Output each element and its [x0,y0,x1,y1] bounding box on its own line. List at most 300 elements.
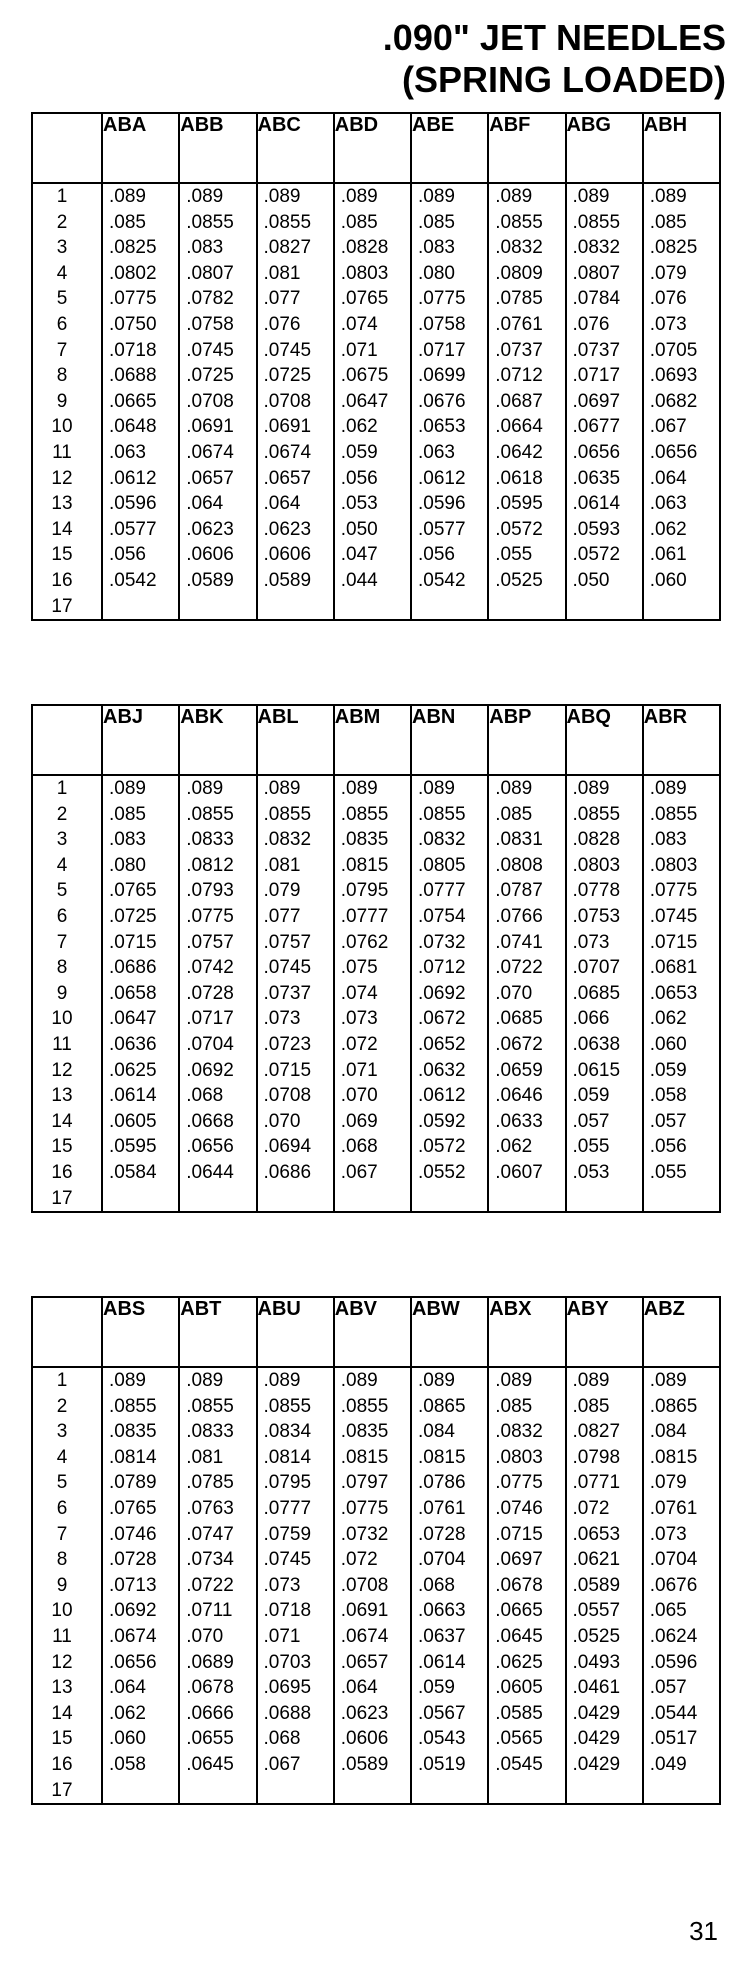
needle-size-value: .0775 [186,905,234,927]
needle-size-value: .0832 [418,829,466,851]
needle-size-value: .0704 [649,1549,698,1571]
column-header: ABA [102,113,179,183]
needle-size-value: .068 [418,1574,455,1596]
needle-size-value: .073 [263,1574,301,1596]
needle-size-value: .0645 [186,1753,234,1775]
needle-size-value: .0745 [649,905,698,927]
row-number: 9 [56,390,68,412]
needle-size-value: .0677 [572,416,621,438]
needle-size-value: .089 [340,186,378,207]
needle-size-value: .0803 [649,854,698,876]
needle-size-value: .0765 [340,288,389,310]
needle-size-value: .0745 [186,339,234,361]
needle-size-value: .068 [340,1136,378,1158]
needle-size-value: .0595 [109,1136,157,1158]
needle-size-value: .089 [649,778,687,799]
needle-size-value: .0543 [418,1728,466,1750]
needle-size-value: .057 [649,1677,687,1699]
needle-size-value: .0542 [418,569,466,591]
needle-size-value: .0855 [572,211,621,233]
needle-size-value: .049 [649,1753,687,1775]
needle-size-value: .089 [649,186,687,207]
needle-size-value: .0793 [186,880,234,902]
row-number: 12 [51,1059,73,1081]
needle-size-value: .0691 [340,1600,389,1622]
needle-size-value: .0692 [186,1059,234,1081]
row-number-column [32,775,102,1212]
needle-size-value: .0657 [263,467,312,489]
row-number: 8 [56,957,68,979]
column-header: ABV [334,1297,411,1367]
needle-size-value: .0691 [186,416,234,438]
header-corner-cell [32,113,102,183]
needle-size-value: .0595 [495,493,543,515]
table-body-row [32,775,720,1212]
needle-size-value: .069 [340,1110,378,1132]
needle-size-value: .0815 [418,1446,466,1468]
needle-size-value: .0695 [263,1677,312,1699]
table-header-row [32,1297,720,1367]
needle-size-value: .083 [109,829,146,851]
needle-size-value: .0708 [340,1574,389,1596]
needle-size-value: .0614 [572,493,621,515]
needle-size-value: .0596 [109,493,157,515]
needle-size-value: .070 [186,1625,224,1647]
column-header: ABU [257,1297,334,1367]
needle-size-value: .089 [340,1370,378,1391]
needle-size-value: .0795 [263,1472,312,1494]
needle-size-value: .0567 [418,1702,466,1724]
value-column [488,183,565,620]
needle-size-value: .0814 [109,1446,157,1468]
needle-size-value: .0803 [340,262,389,284]
row-number: 7 [56,1523,68,1545]
row-number: 10 [51,1600,73,1622]
needle-size-value: .0687 [495,390,543,412]
needle-size-value: .083 [418,237,455,259]
needle-size-value: .0612 [418,467,466,489]
needle-size-value: .0865 [649,1395,698,1417]
needle-size-value: .0725 [109,905,157,927]
needle-size-value: .0688 [263,1702,312,1724]
needle-size-value: .0663 [418,1600,466,1622]
needle-size-value: .0647 [340,390,389,412]
needle-size-value: .081 [186,1446,224,1468]
needle-size-value: .0757 [263,931,312,953]
value-column [643,183,720,620]
needle-size-value: .0623 [340,1702,389,1724]
needle-size-value: .0809 [495,262,543,284]
column-header: ABG [566,113,643,183]
row-number: 16 [51,1161,73,1183]
needle-size-value: .0828 [340,237,389,259]
row-number: 16 [51,1753,73,1775]
needle-size-value: .089 [495,778,533,799]
needle-size-value: .0763 [186,1497,234,1519]
needle-size-value: .058 [109,1753,146,1775]
needle-size-value: .0728 [186,982,234,1004]
needle-size-value: .0606 [263,544,312,566]
column-header: ABK [179,705,256,775]
row-number: 8 [56,365,68,387]
needle-size-value: .0614 [418,1651,466,1673]
row-number: 5 [56,288,68,310]
needle-size-value: .0855 [649,803,698,825]
needle-size-value: .072 [340,1033,378,1055]
needle-size-value: .0642 [495,441,543,463]
needle-size-value: .079 [649,262,687,284]
needle-size-value: .0715 [263,1059,312,1081]
row-number: 5 [56,880,68,902]
needle-size-value: .085 [109,803,146,825]
needle-size-value: .0741 [495,931,543,953]
needle-size-value: .073 [340,1008,378,1030]
needle-size-value: .061 [649,544,687,566]
needle-size-value: .072 [572,1497,610,1519]
needle-size-value: .0589 [186,569,234,591]
value-column [411,183,488,620]
needle-size-value: .0787 [495,880,543,902]
needle-size-value: .0605 [109,1110,157,1132]
needle-size-value: .089 [418,1370,455,1391]
needle-size-value: .0577 [418,518,466,540]
needle-size-value: .072 [340,1549,378,1571]
needle-size-value: .0596 [649,1651,698,1673]
needle-size-value: .0697 [495,1549,543,1571]
needle-size-value: .077 [263,905,301,927]
needle-size-value: .0676 [649,1574,698,1596]
row-number: 17 [51,1187,73,1209]
needle-size-value: .0775 [495,1472,543,1494]
needle-size-value: .0612 [109,467,157,489]
needle-size-value: .0623 [186,518,234,540]
row-number: 7 [56,339,68,361]
needle-size-value: .047 [340,544,378,566]
needle-size-value: .073 [649,313,687,335]
value-column [334,775,411,1212]
needle-size-value: .0707 [572,957,621,979]
needle-size-value: .0750 [109,313,157,335]
row-number: 14 [51,1702,73,1724]
needle-size-value: .064 [340,1677,378,1699]
column-header: ABR [643,705,720,775]
needle-size-value: .062 [340,416,378,438]
needle-size-value: .085 [418,211,455,233]
needle-size-value: .0737 [572,339,621,361]
needle-size-value: .0771 [572,1472,621,1494]
needle-size-value: .0775 [340,1497,389,1519]
needle-size-value: .062 [649,518,687,540]
needle-size-value: .0865 [418,1395,466,1417]
needle-size-value: .0758 [186,313,234,335]
needle-size-value: .075 [340,957,378,979]
value-column [257,1367,334,1804]
needle-size-value: .0725 [263,365,312,387]
needle-size-value: .0637 [418,1625,466,1647]
needle-size-value: .0759 [263,1523,312,1545]
row-number: 3 [56,1421,68,1443]
needle-size-value: .085 [572,1395,610,1417]
table-header-row [32,705,720,775]
page-number: 31 [689,1916,718,1946]
column-header: ABH [643,113,720,183]
column-header: ABS [102,1297,179,1367]
needle-size-value: .084 [649,1421,687,1443]
needle-size-value: .0647 [109,1008,157,1030]
row-number: 15 [51,1728,73,1750]
row-number: 12 [51,467,73,489]
needle-size-value: .062 [649,1008,687,1030]
needle-size-value: .0833 [186,1421,234,1443]
column-header: ABY [566,1297,643,1367]
needle-size-value: .0614 [109,1085,157,1107]
row-number: 4 [56,1446,68,1468]
needle-size-value: .089 [263,186,301,207]
value-column [643,775,720,1212]
needle-size-value: .0825 [649,237,698,259]
needle-size-value: .0832 [572,237,621,259]
needle-size-value: .0708 [186,390,234,412]
needle-size-value: .0754 [418,905,466,927]
needle-size-value: .0652 [418,1033,466,1055]
value-column [334,1367,411,1804]
needle-size-value: .0674 [186,441,234,463]
row-number: 13 [51,1085,73,1107]
row-number-column [32,1367,102,1804]
needle-size-value: .070 [495,982,533,1004]
needle-size-value: .0585 [495,1702,543,1724]
needle-size-value: .0704 [186,1033,234,1055]
needle-size-value: .0761 [418,1497,466,1519]
row-number: 17 [51,1779,73,1801]
needle-size-value: .0855 [340,1395,389,1417]
needle-size-value: .0644 [186,1161,234,1183]
needle-size-value: .0746 [495,1497,543,1519]
needle-size-value: .0786 [418,1472,466,1494]
needle-size-value: .0855 [186,1395,234,1417]
needle-size-value: .0688 [109,365,157,387]
column-header: ABE [411,113,488,183]
needle-size-value: .0572 [418,1136,466,1158]
needle-size-value: .081 [263,262,301,284]
row-number: 1 [56,778,68,799]
row-number: 13 [51,1677,73,1699]
needle-size-value: .0542 [109,569,157,591]
needle-size-value: .055 [649,1161,687,1183]
needle-size-value: .0734 [186,1549,234,1571]
needle-size-value: .0782 [186,288,234,310]
needle-size-value: .0705 [649,339,698,361]
needle-size-value: .0646 [495,1085,543,1107]
needle-size-value: .0606 [186,544,234,566]
column-header: ABD [334,113,411,183]
needle-size-value: .0596 [418,493,466,515]
row-number: 5 [56,1472,68,1494]
needle-size-value: .089 [263,778,301,799]
row-number: 8 [56,1549,68,1571]
needle-size-value: .079 [649,1472,687,1494]
needle-size-value: .0855 [572,803,621,825]
needle-size-value: .0656 [109,1651,157,1673]
value-column [257,183,334,620]
row-number: 17 [51,595,73,617]
needle-size-value: .0835 [340,829,389,851]
row-number: 9 [56,982,68,1004]
needle-size-value: .0742 [186,957,234,979]
needle-size-value: .074 [340,313,378,335]
needle-size-value: .056 [340,467,378,489]
needle-size-value: .0685 [572,982,621,1004]
needle-size-value: .0832 [263,829,312,851]
value-column [411,1367,488,1804]
needle-size-value: .0737 [495,339,543,361]
needle-size-value: .050 [572,569,610,591]
needle-size-value: .0789 [109,1472,157,1494]
row-number: 13 [51,493,73,515]
needle-size-value: .0775 [649,880,698,902]
needle-size-value: .0766 [495,905,543,927]
needle-size-value: .0615 [572,1059,621,1081]
needle-size-value: .073 [649,1523,687,1545]
needle-size-value: .089 [263,1370,301,1391]
column-header: ABP [488,705,565,775]
page-title-line-1: .090" JET NEEDLES [382,17,726,58]
needle-size-value: .056 [109,544,146,566]
needle-size-value: .0685 [495,1008,543,1030]
needle-size-value: .067 [340,1161,378,1183]
needle-size-value: .0814 [263,1446,312,1468]
needle-size-value: .089 [572,186,610,207]
needle-size-value: .0855 [263,1395,312,1417]
needle-size-value: .053 [340,493,378,515]
needle-size-value: .089 [186,778,224,799]
needle-size-value: .059 [572,1085,610,1107]
needle-size-value: .0653 [649,982,698,1004]
needle-size-value: .0577 [109,518,157,540]
needle-size-value: .0589 [263,569,312,591]
needle-size-value: .0625 [495,1651,543,1673]
needle-size-value: .0765 [109,880,157,902]
needle-size-value: .083 [649,829,687,851]
needle-size-value: .0657 [340,1651,389,1673]
page-title-line-2: (SPRING LOADED) [402,59,726,100]
row-number: 16 [51,569,73,591]
needle-size-value: .089 [649,1370,687,1391]
needle-size-value: .071 [263,1625,301,1647]
needle-size-value: .076 [263,313,301,335]
needle-size-value: .0855 [186,803,234,825]
needle-size-value: .0674 [263,441,312,463]
needle-size-value: .070 [340,1085,378,1107]
needle-size-value: .0855 [340,803,389,825]
needle-size-value: .0723 [263,1033,312,1055]
row-number: 10 [51,416,73,438]
column-header: ABC [257,113,334,183]
needle-size-value: .0717 [572,365,621,387]
column-header: ABQ [566,705,643,775]
needle-size-value: .060 [649,1033,687,1055]
needle-size-value: .080 [109,854,146,876]
row-number: 3 [56,829,68,851]
needle-size-value: .0803 [495,1446,543,1468]
needle-size-value: .056 [418,544,455,566]
table-body-row [32,183,720,620]
needle-size-value: .085 [649,211,687,233]
row-number: 15 [51,544,73,566]
needle-size-value: .0713 [109,1574,157,1596]
needle-size-value: .058 [649,1085,687,1107]
needle-size-value: .0632 [418,1059,466,1081]
needle-size-value: .0807 [572,262,621,284]
needle-size-value: .0607 [495,1161,543,1183]
value-column [179,183,256,620]
needle-size-value: .0636 [109,1033,157,1055]
needle-size-value: .0725 [186,365,234,387]
needle-size-value: .0544 [649,1702,698,1724]
value-column [566,775,643,1212]
needle-size-value: .0718 [263,1600,312,1622]
needle-size-value: .089 [495,1370,533,1391]
needle-size-value: .081 [263,854,301,876]
needle-size-value: .0855 [418,803,466,825]
needle-size-value: .063 [649,493,687,515]
needle-size-value: .0775 [109,288,157,310]
needle-size-value: .059 [649,1059,687,1081]
needle-size-value: .0728 [109,1549,157,1571]
needle-size-value: .0692 [109,1600,157,1622]
header-corner-cell [32,705,102,775]
needle-size-value: .0797 [340,1472,389,1494]
needle-size-value: .0785 [186,1472,234,1494]
value-column [566,1367,643,1804]
row-number: 1 [56,1370,68,1391]
needle-size-value: .0812 [186,854,234,876]
needle-size-value: .0777 [418,880,466,902]
needle-size-value: .089 [418,778,455,799]
needle-size-value: .0633 [495,1110,543,1132]
needle-size-value: .089 [109,778,146,799]
needle-size-value: .0835 [340,1421,389,1443]
row-number: 1 [56,186,68,207]
needle-size-value: .0761 [495,313,543,335]
row-number: 15 [51,1136,73,1158]
needle-size-value: .085 [340,211,378,233]
needle-size-value: .0655 [186,1728,234,1750]
needle-size-value: .0827 [572,1421,621,1443]
needle-size-value: .053 [572,1161,610,1183]
needle-size-value: .0697 [572,390,621,412]
needle-size-value: .0693 [649,365,698,387]
needle-size-value: .060 [109,1728,146,1750]
needle-size-value: .089 [418,186,455,207]
needle-size-value: .0635 [572,467,621,489]
needle-size-value: .0832 [495,237,543,259]
needle-size-value: .0674 [109,1625,157,1647]
needle-size-value: .0747 [186,1523,234,1545]
value-column [643,1367,720,1804]
needle-size-value: .0656 [186,1136,234,1158]
needle-size-value: .0686 [109,957,157,979]
needle-size-value: .059 [418,1677,455,1699]
needle-size-value: .0648 [109,416,157,438]
needle-size-value: .0712 [495,365,543,387]
needle-size-value: .0623 [263,518,312,540]
jet-needle-table-3 [31,1296,721,1805]
needle-size-value: .0825 [109,237,157,259]
needle-size-value: .0676 [418,390,466,412]
needle-size-value: .0815 [340,854,389,876]
needle-size-value: .0618 [495,467,543,489]
